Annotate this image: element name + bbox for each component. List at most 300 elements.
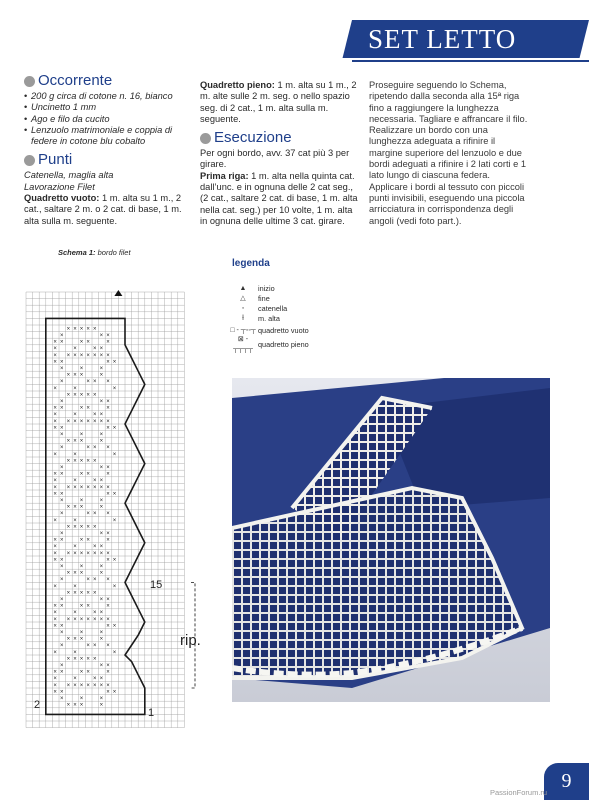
filled-square-mark: × [106,643,110,650]
filled-square-mark: × [53,583,57,590]
filled-square-mark: × [66,570,71,577]
filled-square-mark: × [73,570,77,577]
stitch-line: Lavorazione Filet [24,181,95,192]
legend-label: quadretto pieno [258,340,309,349]
term-label: Quadretto pieno: [200,80,275,90]
filled-square-mark: × [99,564,104,570]
open-square-icon: □ - ┬◦◦┬ [230,327,256,334]
filled-square-mark: × [86,458,90,465]
filled-square-mark: × [99,346,104,353]
filled-square-mark: × [60,405,64,412]
filled-square-mark: × [73,702,77,709]
filled-square-mark: × [53,478,57,485]
filled-square-mark: × [86,643,90,650]
filled-square-mark: × [93,676,97,683]
filled-square-mark: × [60,359,64,366]
filled-square-mark: × [99,352,104,359]
filled-square-mark: × [106,405,110,412]
filled-square-mark: × [73,517,77,524]
end-icon: △ [240,295,246,302]
term-label: Prima riga: [200,170,249,181]
chain-icon: ◦ [241,305,245,312]
filled-square-mark: × [53,385,57,392]
filled-square-mark: × [53,425,57,432]
filled-square-mark: × [79,372,84,379]
filled-square-mark: × [106,418,110,425]
filled-square-mark: × [93,484,97,491]
filled-square-mark: × [66,392,71,399]
legend-label: m. alta [258,314,280,323]
filled-square-mark: × [73,550,77,557]
filled-square-mark: × [53,346,57,353]
filled-square-mark: × [53,603,57,610]
filled-square-mark: × [93,412,97,419]
filled-square-mark: × [53,491,57,498]
filled-square-mark: × [66,636,71,643]
filled-square-mark: × [99,550,104,557]
filled-square-mark: × [106,603,110,610]
filled-square-mark: × [79,702,84,709]
filled-square-mark: × [112,583,117,590]
legend-label: catenella [258,304,288,313]
filled-square-mark: × [73,478,77,485]
filled-square-mark: × [93,379,97,386]
filled-square-mark: × [86,405,90,412]
filled-square-mark: × [60,432,64,438]
filled-square-mark: × [60,511,64,518]
legend-row [228,294,309,304]
filled-square-mark: × [86,550,90,557]
legend-title: legenda [232,258,270,269]
filled-square-mark: × [99,412,104,419]
filled-square-mark: × [53,517,57,524]
filled-square-mark: × [99,333,104,339]
filled-square-mark: × [99,372,104,379]
filled-square-mark: × [99,616,104,623]
filled-square-mark: × [79,418,84,425]
filled-square-mark: × [106,511,110,518]
watermark: PassionForum.ru [490,788,548,797]
filled-square-mark: × [60,379,64,386]
filled-square-mark: × [53,676,57,683]
filled-square-mark: × [106,379,110,386]
section-title: Esecuzione [214,129,292,147]
filled-square-mark: × [73,676,77,683]
filled-square-mark: × [53,557,57,564]
filled-square-mark: × [112,557,117,564]
row-label-2: 2 [34,699,41,711]
filled-square-mark: × [93,392,97,399]
filled-square-mark: × [60,623,64,630]
filled-square-mark: × [86,392,90,399]
filled-square-mark: × [53,352,57,359]
filled-square-mark: × [106,682,110,689]
filled-square-mark: × [66,524,71,531]
section-punti [24,151,189,169]
filled-square-mark: × [93,590,97,597]
filled-square-mark: × [99,531,104,537]
filled-square-mark: × [66,352,71,359]
filled-square-mark: × [53,471,57,478]
filled-square-mark: × [73,412,77,419]
filled-square-mark: × [99,484,104,491]
filled-square-mark: × [79,603,84,610]
filled-square-mark: × [73,616,77,623]
filled-square-mark: × [112,425,117,432]
filled-square-mark: × [66,484,71,491]
legend-label: fine [258,294,270,303]
filled-square-mark: × [86,352,90,359]
filled-square-mark: × [60,663,64,669]
filled-square-mark: × [99,676,104,683]
filled-square-mark: × [106,352,110,359]
filled-square-mark: × [79,570,84,577]
list-item: • Uncinetto 1 mm [24,102,189,113]
filled-square-mark: × [99,465,104,471]
filled-square-mark: × [73,385,77,392]
filled-square-mark: × [53,623,57,630]
chart-grid [24,290,224,750]
filled-square-mark: × [99,498,104,504]
filled-square-mark: × [99,682,104,689]
filled-square-mark: × [99,399,104,405]
filled-square-mark: × [60,577,64,584]
section-esecuzione [200,129,360,147]
column-1 [24,72,189,227]
filled-square-mark: × [66,702,71,709]
section-title: Punti [38,151,73,169]
column-2 [200,80,360,227]
filled-square-mark: × [66,458,71,465]
filled-square-mark: × [99,478,104,485]
filled-square-mark: × [79,616,84,623]
filled-square-mark: × [86,524,90,531]
filled-square-mark: × [86,682,90,689]
filled-square-mark: × [112,491,117,498]
filled-square-mark: × [79,471,84,478]
filled-square-mark: × [79,504,84,511]
bullet-icon [200,133,211,144]
filled-square-mark: × [86,603,90,610]
caption-label: Schema 1: [58,248,96,257]
filled-square-mark: × [86,471,90,478]
filled-square-mark: × [93,682,97,689]
row-label-15: 15 [150,579,163,591]
filet-chart [24,290,224,755]
filled-square-mark: × [93,511,97,518]
filled-square-mark: × [60,531,64,537]
start-arrow-icon [114,290,122,296]
filled-square-mark: × [79,352,84,359]
filled-square-mark: × [93,524,97,531]
filled-square-mark: × [112,623,117,630]
filled-square-mark: × [93,346,97,353]
filled-square-mark: × [53,610,57,617]
filled-square-mark: × [93,577,97,584]
filled-square-mark: × [112,451,117,458]
filled-square-mark: × [66,418,71,425]
filled-square-mark: × [79,392,84,399]
filled-square-mark: × [73,583,77,590]
filled-square-mark: × [73,352,77,359]
filled-square-mark: × [73,438,77,445]
filled-square-mark: × [60,399,64,405]
filled-square-mark: × [106,669,110,676]
filled-square-mark: × [112,517,117,524]
filled-square-mark: × [60,498,64,504]
filled-square-mark: × [53,544,57,551]
filled-square-mark: × [73,544,77,551]
filled-square-mark: × [60,445,64,452]
schema-caption [58,248,131,257]
filled-square-mark: × [73,451,77,458]
filled-square-mark: × [79,669,84,676]
filled-square-mark: × [73,590,77,597]
filled-square-mark: × [106,623,110,630]
start-icon: ▲ [239,285,247,292]
filled-square-mark: × [53,649,57,656]
filled-square-mark: × [106,399,110,405]
paragraph: Per ogni bordo, avv. 37 cat più 3 per girare. [200,148,350,170]
filled-square-mark: × [106,557,110,564]
legend-row [228,304,309,314]
filled-square-mark: × [73,504,77,511]
filled-square-mark: × [99,696,104,702]
filled-square-mark: × [66,682,71,689]
filled-square-mark: × [79,405,84,412]
filled-square-mark: × [106,465,110,471]
paragraph [200,171,360,227]
lace-photo [232,378,550,702]
filled-square-mark: × [93,544,97,551]
filled-square-mark: × [99,438,104,445]
filled-square-mark: × [79,438,84,445]
filled-square-mark: × [73,418,77,425]
filled-square-mark: × [66,438,71,445]
filled-square-mark: × [93,550,97,557]
filled-square-mark: × [73,656,77,663]
filled-square-mark: × [66,550,71,557]
filled-square-mark: × [60,669,64,676]
filled-square-mark: × [53,689,57,696]
filled-square-mark: × [99,366,104,372]
filled-square-mark: × [106,689,110,696]
filled-square-mark: × [60,557,64,564]
filled-square-mark: × [99,432,104,438]
filled-square-mark: × [106,531,110,537]
legend [228,284,309,352]
filled-square-mark: × [60,537,64,544]
filled-square-mark: × [106,471,110,478]
filled-square-mark: × [99,418,104,425]
filled-square-mark: × [112,385,117,392]
filled-square-mark: × [106,445,110,452]
filled-square-mark: × [60,564,64,570]
filled-square-mark: × [53,484,57,491]
filled-square-mark: × [79,590,84,597]
filled-square-mark: × [60,630,64,636]
paragraph [24,193,189,227]
double-crochet-icon: ƚ [242,315,244,322]
term-text: 1 m. alta su 1 m., 2 cat., saltare 2 m. o 2 cat. di base, 1 m. alta sulla m. seguente. [24,193,182,226]
filled-square-mark: × [73,524,77,531]
legend-label: inizio [258,284,275,293]
filled-square-mark: × [79,326,84,333]
filled-square-mark: × [53,451,57,458]
filled-square-mark: × [79,682,84,689]
filled-square-mark: × [99,570,104,577]
legend-row [228,284,309,294]
filled-square-mark: × [66,504,71,511]
filled-square-mark: × [106,491,110,498]
filled-square-mark: × [106,550,110,557]
filled-square-mark: × [53,339,57,346]
list-item: • Ago e filo da cucito [24,114,189,125]
filled-square-mark: × [79,432,84,438]
filled-square-icon: ⊠ - ┬┬┬┬ [233,336,253,353]
filled-square-mark: × [106,484,110,491]
filled-square-mark: × [79,630,84,636]
term-label: Quadretto vuoto: [24,193,100,204]
filled-square-mark: × [93,478,97,485]
filled-square-mark: × [73,392,77,399]
filled-square-mark: × [106,597,110,603]
filled-square-mark: × [66,372,71,379]
repeat-label: rip. [180,632,201,649]
filled-square-mark: × [99,636,104,643]
filled-square-mark: × [53,669,57,676]
filled-square-mark: × [106,616,110,623]
filled-square-mark: × [106,339,110,346]
filled-square-mark: × [60,425,64,432]
filled-square-mark: × [60,597,64,603]
filled-square-mark: × [79,339,84,346]
filled-square-mark: × [86,326,90,333]
column-3 [369,80,529,227]
filled-square-mark: × [93,352,97,359]
filled-square-mark: × [86,577,90,584]
filled-square-mark: × [86,339,90,346]
filled-square-mark: × [79,636,84,643]
filled-square-mark: × [66,656,71,663]
filled-square-mark: × [99,630,104,636]
filled-square-mark: × [60,339,64,346]
filled-square-mark: × [86,379,90,386]
bullet-icon [24,155,35,166]
filled-square-mark: × [93,418,97,425]
filled-square-mark: × [73,636,77,643]
filled-square-mark: × [79,484,84,491]
filled-square-mark: × [60,465,64,471]
section-title: Occorrente [38,72,113,89]
filled-square-mark: × [53,418,57,425]
filled-square-mark: × [60,603,64,610]
filled-square-mark: × [79,537,84,544]
filled-square-mark: × [86,484,90,491]
filled-square-mark: × [106,333,110,339]
filled-square-mark: × [79,550,84,557]
filled-square-mark: × [86,511,90,518]
page-title: SET LETTO [368,24,517,54]
filled-square-mark: × [79,696,84,702]
list-item: • 200 g circa di cotone n. 16, bianco [24,91,189,102]
filled-square-mark: × [66,590,71,597]
filled-square-mark: × [53,359,57,366]
filled-square-mark: × [93,610,97,617]
caption-text: bordo filet [97,248,131,257]
filled-square-mark: × [60,643,64,650]
filled-square-mark: × [60,696,64,702]
header-rule [352,60,589,62]
filled-square-mark: × [73,372,77,379]
legend-row [228,314,309,324]
legend-label: quadretto vuoto [258,326,309,335]
page-number: 9 [544,763,589,800]
legend-row [228,338,309,352]
filled-square-mark: × [53,537,57,544]
filled-square-mark: × [86,590,90,597]
row-label-1: 1 [148,707,155,719]
paragraph: Proseguire seguendo lo Schema, ripetendo dalla seconda alla 15ª riga fino a raggiungere la lunghezza necessaria. Tagliare e affrancare il filo. Realizzare un bordo con una lunghezza adeguata a rifinire il margine superiore del lenzuolo e due bordi adeguati a rifinire i 2 lati corti e 1 lato lungo di ciascuna federa. Applicare i bordi al tessuto con piccoli punti invisibili, eseguendo una piccola arricciatura in corrispondenza degli angoli (vedi foto part.). [369,80,528,226]
filled-square-mark: × [73,458,77,465]
filled-square-mark: × [53,550,57,557]
filled-square-mark: × [60,366,64,372]
filled-square-mark: × [93,445,97,452]
filled-square-mark: × [99,663,104,669]
list-item: • Lenzuolo matrimoniale e coppia di federe in cotone blu cobalto [24,125,189,148]
filled-square-mark: × [79,366,84,372]
filled-square-mark: × [99,610,104,617]
filled-square-mark: × [86,669,90,676]
filled-square-mark: × [112,359,117,366]
term-text: 1 m. alta nella quinta cat. dall’unc. e in ognuna delle 2 cat seg., (2 cat., saltare 2 cat. di base, 1 m. alta nella cat. seg.) per 10 volte, 1 m. alta in ognuna delle ultime 3 cat. girare. [200,170,358,226]
filled-square-mark: × [79,524,84,531]
filled-square-mark: × [99,702,104,709]
filled-square-mark: × [99,504,104,511]
filled-square-mark: × [79,498,84,504]
filled-square-mark: × [106,425,110,432]
filled-square-mark: × [66,616,71,623]
filled-square-mark: × [106,359,110,366]
section-occorrente [24,72,189,90]
filled-square-mark: × [93,656,97,663]
filled-square-mark: × [66,326,71,333]
filled-square-mark: × [53,405,57,412]
paragraph [200,80,360,125]
filled-square-mark: × [53,682,57,689]
filled-square-mark: × [112,649,117,656]
filled-square-mark: × [73,484,77,491]
filled-square-mark: × [79,564,84,570]
filled-square-mark: × [86,445,90,452]
filled-square-mark: × [86,418,90,425]
filled-square-mark: × [73,346,77,353]
filled-square-mark: × [60,333,64,339]
filled-square-mark: × [60,491,64,498]
filled-square-mark: × [99,544,104,551]
bullet-icon [24,76,35,87]
materials-list [24,91,189,147]
filled-square-mark: × [73,610,77,617]
filled-square-mark: × [73,682,77,689]
filled-square-mark: × [106,577,110,584]
filled-square-mark: × [60,689,64,696]
filled-square-mark: × [73,326,77,333]
filled-square-mark: × [106,663,110,669]
filled-square-mark: × [93,326,97,333]
filled-square-mark: × [112,689,117,696]
term-text: 1 m. alta su 1 m., 2 m. alte sulle 2 m. seg. o nello spazio seg. di 2 cat., 1 m. alta sulla m. seguente. [200,80,357,124]
